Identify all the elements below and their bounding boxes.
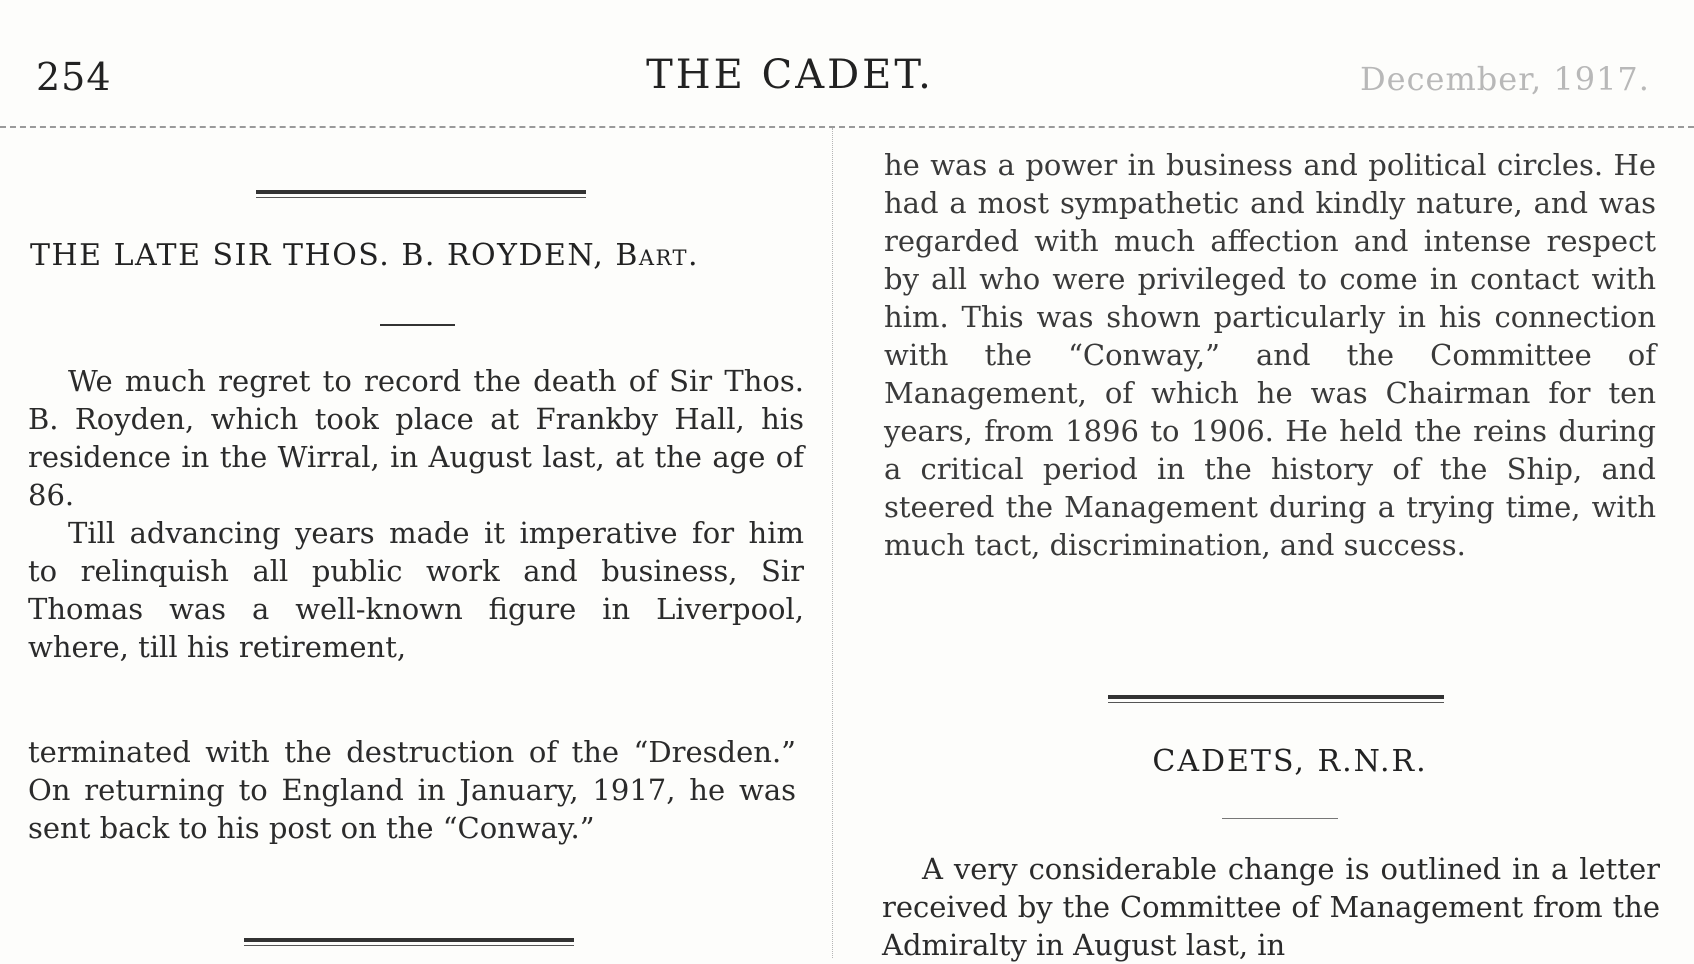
cadets-headline: CADETS, R.N.R. — [1152, 744, 1428, 779]
obituary-title-rule — [380, 324, 455, 326]
page-number: 254 — [36, 55, 112, 99]
obituary-title-suffix: Bart. — [615, 238, 700, 273]
page-header — [0, 0, 1694, 120]
obituary-paragraph-1: We much regret to record the death of Sir Thos. B. Royden, which took place at Frankby Hall, his residence in the Wirral, in August last, at the age of 86. — [28, 364, 804, 512]
cadets-top-ornament — [1108, 695, 1444, 705]
obituary-headline — [30, 238, 805, 273]
obituary-paragraph-2: Till advancing years made it imperative for him to relinquish all public work and business, Sir Thomas was a well-known figure in Liverpool, where, till his retirement, — [28, 516, 804, 664]
obituary-title: THE LATE SIR THOS. B. ROYDEN, — [30, 238, 605, 273]
left-bottom-ornament — [244, 938, 574, 948]
header-divider — [0, 126, 1694, 128]
obituary-continuation: he was a power in business and political circles. He had a most sympathetic and kindly nature, and was regarded with much affection and intense respect by all who were privileged to come in contact with him. This was shown particularly in his connection with the “Conway,” and the Committee of Management, of which he was Chairman for ten years, from 1896 to 1906. He held the reins during a critical period in the history of the Ship, and steered the Management during a trying time, with much tact, discrimination, and success. — [884, 148, 1656, 562]
cadets-paragraph-1: A very considerable change is outlined in a letter received by the Committee of Management from the Admiralty in August last, in — [882, 852, 1660, 962]
dresden-fragment: terminated with the destruction of the “Dresden.” On returning to England in January, 1917, he was sent back to his post on the “Conway.” — [28, 735, 796, 845]
masthead-title: THE CADET. — [646, 52, 934, 98]
column-divider — [832, 128, 833, 958]
issue-date: December, 1917. — [1360, 60, 1650, 98]
cadets-title-rule — [1222, 818, 1338, 819]
obituary-top-ornament — [256, 190, 586, 200]
